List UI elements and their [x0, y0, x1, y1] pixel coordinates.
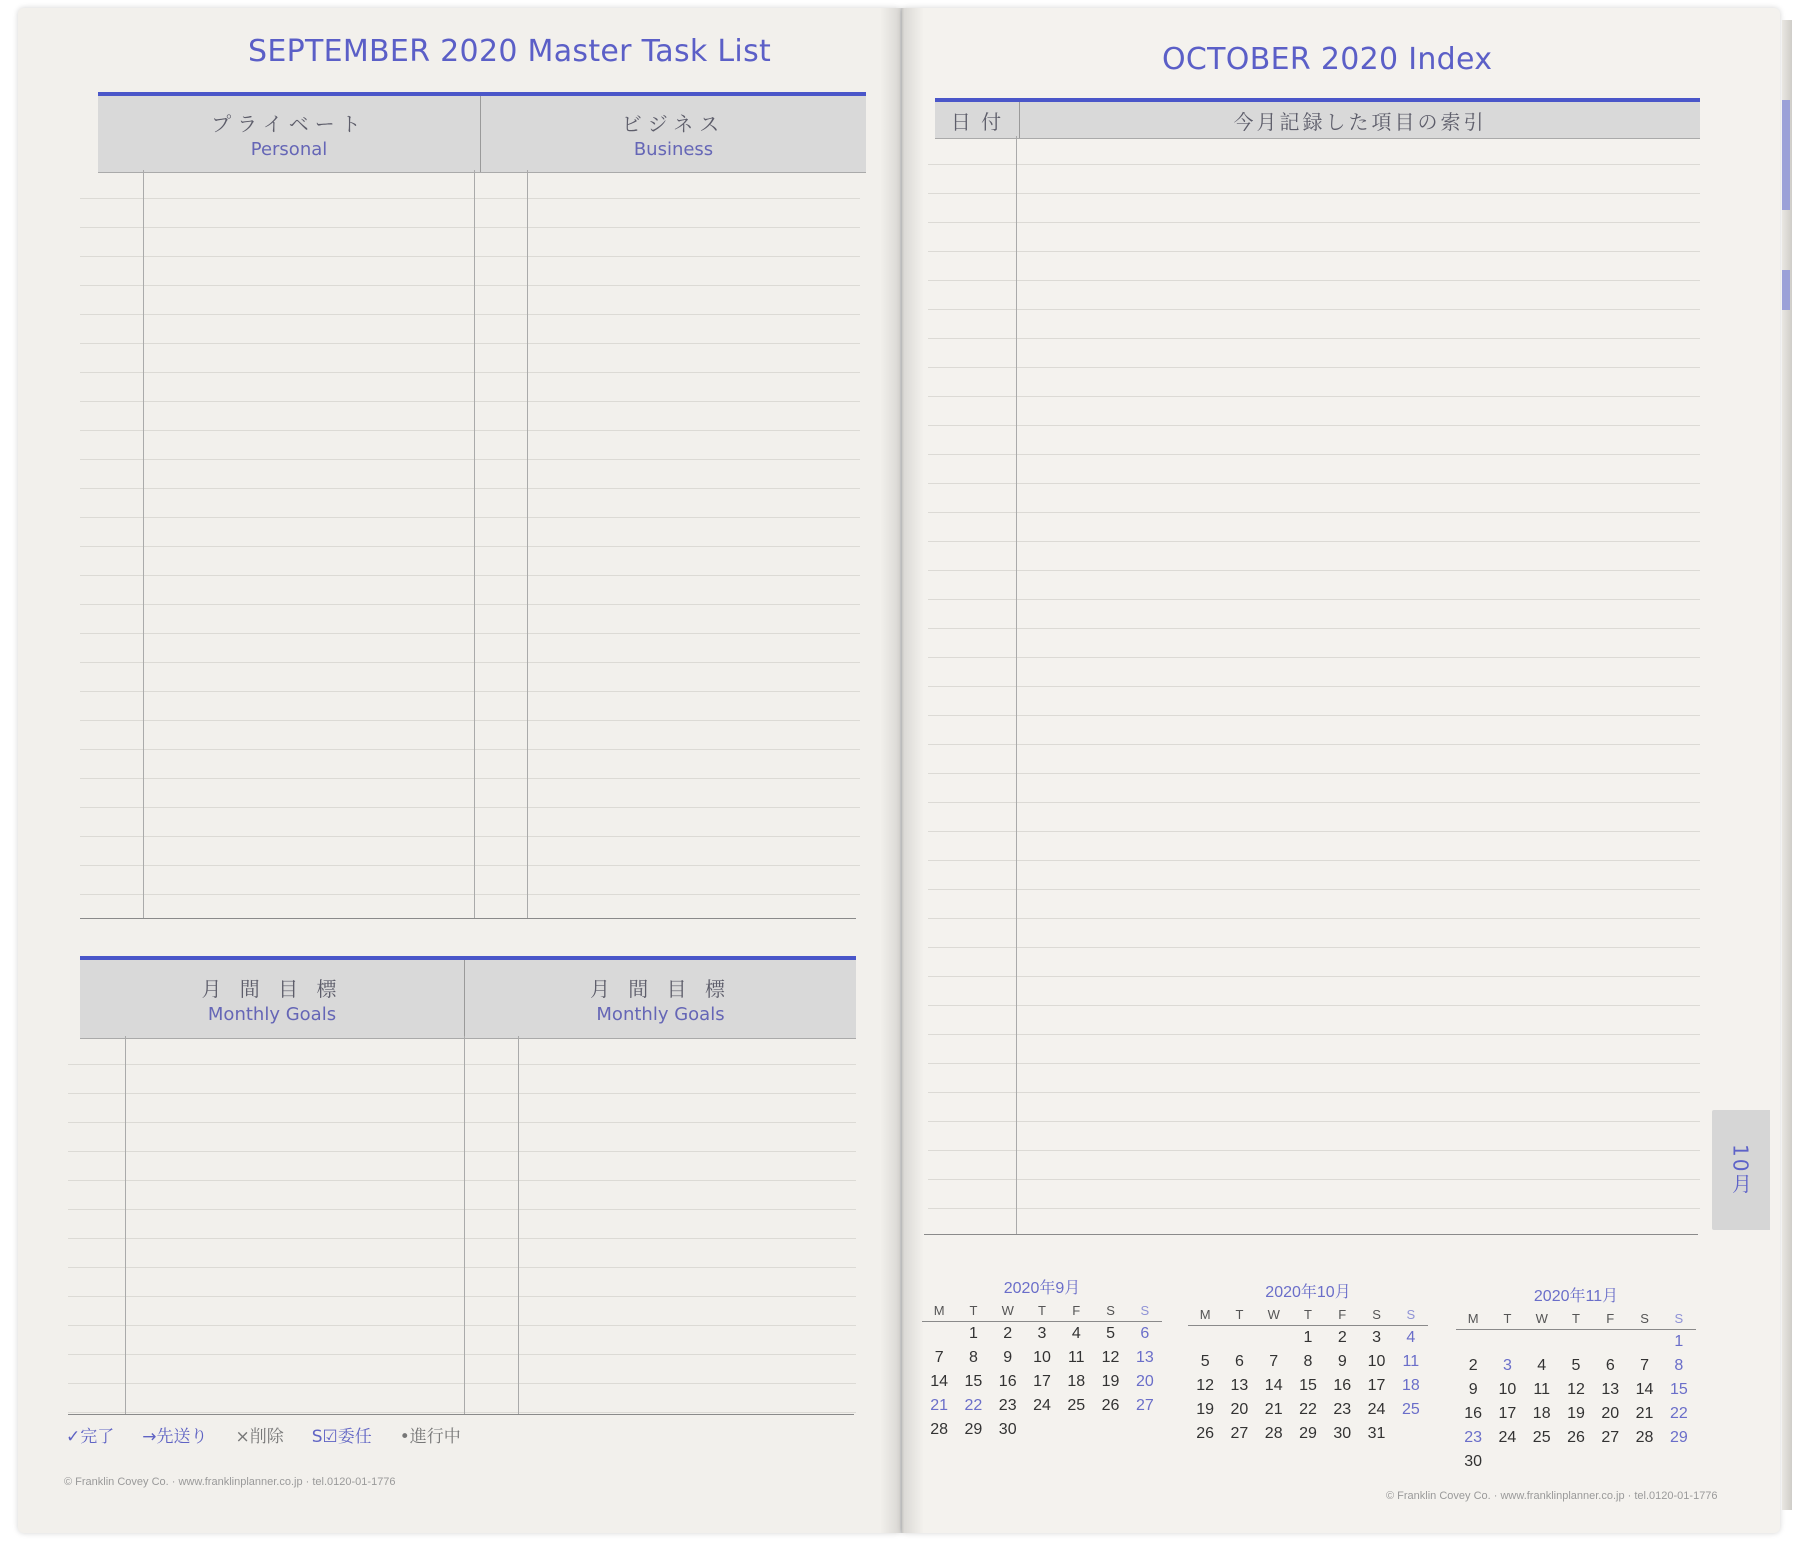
month-tab-label: 10月 [1728, 1144, 1753, 1196]
calendar-day: 6 [1140, 1325, 1150, 1342]
goals-column-header-left [80, 960, 464, 1038]
calendar-day: 18 [1532, 1405, 1551, 1422]
personal-priority-margin [143, 170, 144, 918]
calendar-week-row [1456, 1330, 1696, 1355]
personal-header-jp: プライベート [211, 112, 367, 136]
calendar-day: 26 [1567, 1429, 1585, 1446]
calendar-day: 7 [1640, 1357, 1649, 1374]
calendar-day: 19 [1567, 1405, 1585, 1422]
mini-calendar-november [1456, 1283, 1696, 1474]
calendar-week-row [1188, 1374, 1428, 1398]
calendar-day [1490, 1330, 1524, 1355]
calendar-day: 20 [1230, 1401, 1249, 1418]
calendar-day: 13 [1601, 1381, 1620, 1398]
business-header-jp: ビジネス [621, 112, 726, 136]
calendar-day: 2 [1337, 1329, 1347, 1346]
calendar-day: 20 [1601, 1405, 1620, 1422]
calendar-day: 8 [968, 1349, 978, 1366]
calendar-day: 10 [1033, 1349, 1051, 1366]
task-list-ruled-area [80, 170, 860, 918]
weekday-header: T [1559, 1310, 1593, 1330]
legend-in-progress: •進行中 [399, 1427, 461, 1447]
calendar-week-row [1456, 1378, 1696, 1402]
calendar-week-row [922, 1370, 1162, 1394]
calendar-day: 17 [1033, 1373, 1051, 1390]
calendar-day: 26 [1101, 1397, 1120, 1414]
calendar-day: 12 [1196, 1377, 1215, 1394]
calendar-day: 17 [1367, 1377, 1386, 1394]
mini-calendar-title: 2020年10月 [1265, 1284, 1351, 1301]
calendar-day: 30 [1464, 1453, 1483, 1470]
calendar-week-row [922, 1418, 1162, 1442]
weekday-header: T [1490, 1310, 1524, 1330]
page-edge-tab-mark [1782, 100, 1790, 210]
calendar-day: 10 [1367, 1353, 1386, 1370]
calendar-week-row [922, 1394, 1162, 1418]
calendar-day [1627, 1450, 1661, 1474]
task-list-bottom-rule [80, 918, 856, 919]
calendar-day: 4 [1537, 1357, 1547, 1374]
calendar-day [1593, 1450, 1627, 1474]
left-page-title: SEPTEMBER 2020 Master Task List [248, 34, 772, 69]
calendar-week-row [922, 1322, 1162, 1347]
calendar-day: 15 [1669, 1381, 1688, 1398]
calendar-week-row [1188, 1422, 1428, 1446]
calendar-day: 2 [1468, 1357, 1478, 1374]
weekday-header: T [956, 1302, 990, 1322]
calendar-day: 13 [1230, 1377, 1249, 1394]
mini-calendar-september [922, 1275, 1162, 1442]
calendar-week-row [1456, 1426, 1696, 1450]
mini-calendar-grid [1188, 1306, 1428, 1446]
weekday-header: S [1128, 1302, 1162, 1322]
calendar-day: 18 [1067, 1373, 1086, 1390]
goals-header-jp-left: 月 間 目 標 [201, 977, 343, 1001]
calendar-day [922, 1322, 956, 1347]
calendar-day: 24 [1367, 1401, 1386, 1418]
business-header-en: Business [633, 139, 714, 160]
weekday-header: W [1257, 1306, 1291, 1326]
calendar-day: 24 [1498, 1429, 1517, 1446]
calendar-day: 11 [1067, 1349, 1085, 1366]
left-page-footer: © Franklin Covey Co. · www.franklinplanner.co.jp · tel.0120-01-1776 [64, 1476, 396, 1488]
calendar-day: 29 [1299, 1425, 1317, 1442]
calendar-day: 16 [1333, 1377, 1352, 1394]
calendar-day: 22 [1669, 1405, 1688, 1422]
legend-delete: ×削除 [235, 1427, 284, 1447]
calendar-day: 29 [964, 1421, 983, 1438]
calendar-day: 2 [1003, 1325, 1013, 1342]
calendar-day [1490, 1450, 1524, 1474]
date-column-header [935, 102, 1019, 138]
calendar-day: 17 [1498, 1405, 1517, 1422]
calendar-day: 28 [1635, 1429, 1654, 1446]
calendar-day: 9 [1468, 1381, 1478, 1398]
calendar-day: 26 [1196, 1425, 1215, 1442]
goals-header-en-left: Monthly Goals [207, 1004, 337, 1025]
weekday-header: T [1291, 1306, 1325, 1326]
calendar-day: 30 [998, 1421, 1017, 1438]
calendar-day: 16 [1464, 1405, 1483, 1422]
calendar-day: 27 [1135, 1397, 1154, 1414]
calendar-day: 13 [1135, 1349, 1154, 1366]
weekday-header: M [1188, 1306, 1222, 1326]
monthly-goals-header [80, 956, 856, 1039]
calendar-day: 31 [1367, 1425, 1386, 1442]
calendar-day: 10 [1498, 1381, 1517, 1398]
weekday-header: W [991, 1302, 1025, 1322]
calendar-day: 7 [1269, 1353, 1279, 1370]
weekday-header: T [1222, 1306, 1256, 1326]
calendar-day: 4 [1406, 1329, 1416, 1346]
calendar-day: 25 [1401, 1401, 1420, 1418]
calendar-week-row [922, 1346, 1162, 1370]
calendar-day: 12 [1567, 1381, 1585, 1398]
index-header-label: 今月記録した項目の索引 [1233, 109, 1487, 134]
weekday-header: M [1456, 1310, 1490, 1330]
goals-column-header-right [465, 960, 856, 1038]
business-priority-margin [527, 170, 528, 918]
calendar-day: 6 [1605, 1357, 1615, 1374]
calendar-day: 23 [1464, 1429, 1483, 1446]
calendar-day: 15 [964, 1373, 983, 1390]
personal-column-header [98, 96, 480, 172]
page-edge-tab-mark [1782, 270, 1790, 310]
calendar-day [1394, 1422, 1428, 1446]
calendar-day: 14 [930, 1373, 949, 1390]
calendar-week-row [1456, 1354, 1696, 1378]
right-page-title: OCTOBER 2020 Index [1162, 42, 1493, 77]
calendar-day: 29 [1669, 1429, 1688, 1446]
calendar-day: 21 [1264, 1401, 1283, 1418]
month-tab[interactable] [1712, 1110, 1770, 1230]
calendar-week-row [1188, 1350, 1428, 1374]
calendar-week-row [1188, 1326, 1428, 1351]
calendar-day: 21 [1635, 1405, 1654, 1422]
calendar-day: 12 [1101, 1349, 1120, 1366]
calendar-day [1222, 1326, 1256, 1351]
weekday-header: S [1627, 1310, 1661, 1330]
weekday-header: F [1593, 1310, 1627, 1330]
calendar-day [1025, 1418, 1059, 1442]
calendar-day: 16 [998, 1373, 1017, 1390]
calendar-day: 11 [1533, 1381, 1550, 1398]
weekday-header: F [1059, 1302, 1093, 1322]
personal-header-en: Personal [250, 139, 328, 160]
business-column-header [481, 96, 866, 172]
date-header-label: 日 付 [950, 109, 1004, 134]
calendar-day [1525, 1330, 1559, 1355]
calendar-day: 5 [1106, 1325, 1115, 1342]
legend-forward: →先送り [142, 1427, 208, 1447]
calendar-day: 22 [1299, 1401, 1317, 1418]
calendar-day: 30 [1333, 1425, 1352, 1442]
weekday-header: S [1093, 1302, 1127, 1322]
weekday-header: T [1025, 1302, 1059, 1322]
calendar-day: 14 [1635, 1381, 1654, 1398]
goals-left-margin [125, 1036, 126, 1414]
calendar-day: 5 [1200, 1353, 1210, 1370]
calendar-day: 1 [968, 1325, 978, 1342]
index-ruled-area [928, 136, 1700, 1234]
calendar-day: 3 [1502, 1357, 1512, 1374]
calendar-day [1559, 1330, 1593, 1355]
index-header [935, 98, 1700, 139]
calendar-day: 6 [1234, 1353, 1244, 1370]
calendar-week-row [1456, 1402, 1696, 1426]
mini-calendar-title: 2020年9月 [1003, 1280, 1081, 1297]
calendar-day [1059, 1418, 1093, 1442]
calendar-day: 22 [964, 1397, 983, 1414]
goals-header-jp-right: 月 間 目 標 [589, 977, 732, 1001]
calendar-day: 28 [1264, 1425, 1283, 1442]
calendar-day: 27 [1601, 1429, 1620, 1446]
weekday-header: S [1394, 1306, 1428, 1326]
calendar-day: 11 [1402, 1353, 1420, 1370]
calendar-day: 21 [930, 1397, 949, 1414]
weekday-header: S [1662, 1310, 1696, 1330]
calendar-day: 4 [1071, 1325, 1081, 1342]
mini-calendar-grid [1456, 1310, 1696, 1474]
calendar-day: 8 [1303, 1353, 1313, 1370]
calendar-day: 5 [1571, 1357, 1581, 1374]
calendar-day: 14 [1264, 1377, 1283, 1394]
calendar-day: 7 [934, 1349, 944, 1366]
calendar-day: 18 [1401, 1377, 1420, 1394]
calendar-day [1128, 1418, 1162, 1442]
calendar-day [1593, 1330, 1627, 1355]
index-bottom-rule [924, 1234, 1698, 1235]
calendar-day: 25 [1067, 1397, 1086, 1414]
mini-calendar-title: 2020年11月 [1533, 1288, 1619, 1305]
status-legend [66, 1422, 461, 1447]
task-list-header [98, 92, 866, 173]
goals-center-divider [464, 1036, 465, 1414]
weekday-header: S [1359, 1306, 1393, 1326]
monthly-goals-ruled-area [68, 1036, 856, 1414]
calendar-day: 19 [1196, 1401, 1215, 1418]
calendar-day: 9 [1337, 1353, 1347, 1370]
calendar-day [1525, 1450, 1559, 1474]
calendar-week-row [1188, 1398, 1428, 1422]
calendar-day: 8 [1674, 1357, 1684, 1374]
mini-calendar-october [1188, 1279, 1428, 1446]
calendar-day [1093, 1418, 1127, 1442]
calendar-day: 1 [1303, 1329, 1313, 1346]
personal-business-divider [474, 170, 475, 918]
calendar-day: 19 [1101, 1373, 1120, 1390]
right-page-footer: © Franklin Covey Co. · www.franklinplanner.co.jp · tel.0120-01-1776 [1386, 1490, 1718, 1502]
index-column-header [1020, 102, 1700, 138]
calendar-day: 3 [1372, 1329, 1381, 1346]
calendar-day: 28 [930, 1421, 949, 1438]
index-date-divider [1016, 136, 1017, 1234]
legend-delegate: S☑委任 [311, 1427, 372, 1447]
weekday-header: W [1525, 1310, 1559, 1330]
calendar-day: 25 [1532, 1429, 1551, 1446]
calendar-day [1662, 1450, 1696, 1474]
calendar-day: 23 [998, 1397, 1017, 1414]
book-gutter [880, 8, 924, 1533]
calendar-day: 3 [1037, 1325, 1047, 1342]
calendar-day: 27 [1230, 1425, 1249, 1442]
goals-header-en-right: Monthly Goals [596, 1004, 725, 1025]
calendar-day: 23 [1333, 1401, 1352, 1418]
calendar-day: 9 [1003, 1349, 1013, 1366]
calendar-day [1257, 1326, 1291, 1351]
legend-done: ✓完了 [66, 1427, 115, 1447]
weekday-header: F [1325, 1306, 1359, 1326]
calendar-week-row [1456, 1450, 1696, 1474]
calendar-day: 24 [1033, 1397, 1051, 1414]
calendar-day [1627, 1330, 1661, 1355]
calendar-day [1188, 1326, 1222, 1351]
page-edge [1782, 20, 1792, 1510]
goals-bottom-rule [68, 1414, 854, 1415]
calendar-day: 20 [1135, 1373, 1154, 1390]
goals-right-margin [518, 1036, 519, 1414]
mini-calendar-grid [922, 1302, 1162, 1442]
calendar-day [1456, 1330, 1490, 1355]
calendar-day: 1 [1674, 1333, 1684, 1350]
calendar-day: 15 [1299, 1377, 1317, 1394]
weekday-header: M [922, 1302, 956, 1322]
calendar-day [1559, 1450, 1593, 1474]
